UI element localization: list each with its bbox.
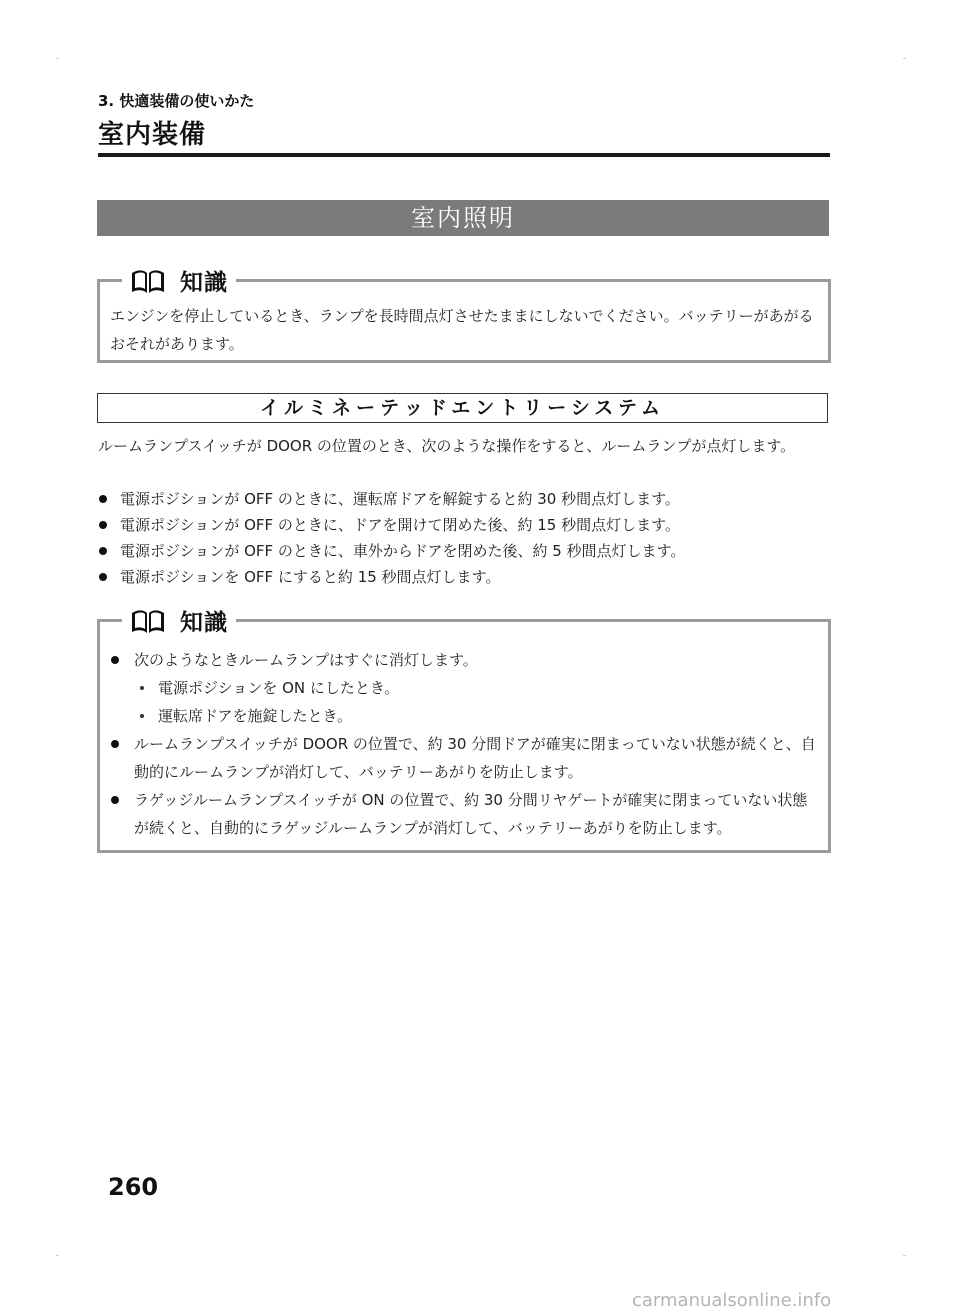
bullet-icon — [99, 521, 107, 529]
note-box-2 — [97, 609, 831, 853]
note-text-1: エンジンを停止しているとき、ランプを長時間点灯させたままにしないでください。バッテリーがあがるおそれがあります。 — [110, 307, 814, 353]
crop-mark — [903, 58, 906, 59]
chapter-heading: 3. 快適装備の使いかた — [98, 92, 255, 110]
section-banner: 室内照明 — [97, 200, 829, 236]
page-number: 260 — [108, 1173, 159, 1201]
bullet-icon — [111, 796, 119, 804]
crop-mark — [903, 1255, 906, 1256]
list-item: 次のようなときルームランプはすぐに消灯します。 電源ポジションを ON にしたとき。 運転席ドアを施錠したとき。 — [110, 646, 818, 730]
note-header-1 — [122, 263, 236, 297]
sub-bullet-icon — [140, 714, 144, 718]
book-icon — [130, 265, 166, 295]
watermark: carmanualsonline.info — [632, 1290, 832, 1311]
list-item: 電源ポジションが OFF のときに、ドアを開けて閉めた後、約 15 秒間点灯します。 — [98, 512, 830, 538]
bullet-icon — [99, 573, 107, 581]
note-header-2 — [122, 603, 236, 637]
bullet-icon — [111, 656, 119, 664]
crop-mark — [56, 1255, 59, 1256]
page-title: 室内装備 — [98, 120, 207, 150]
sub-list-item: 運転席ドアを施錠したとき。 — [134, 702, 818, 730]
list-item: 電源ポジションを OFF にすると約 15 秒間点灯します。 — [98, 564, 830, 590]
note-label-2: 知識 — [180, 609, 228, 636]
note-label-1: 知識 — [180, 269, 228, 296]
list-item: ルームランプスイッチが DOOR の位置で、約 30 分間ドアが確実に閉まっていない状態が続くと、自動的にルームランプが消灯して、バッテリーあがりを防止します。 — [110, 730, 818, 786]
crop-mark — [56, 58, 59, 59]
sub-list-item: 電源ポジションを ON にしたとき。 — [134, 674, 818, 702]
intro-paragraph: ルームランプスイッチが DOOR の位置のとき、次のような操作をすると、ルームランプが点灯します。 — [98, 437, 796, 455]
bullet-icon — [111, 740, 119, 748]
book-icon — [130, 605, 166, 635]
bullet-icon — [99, 547, 107, 555]
title-rule — [98, 153, 830, 157]
note-body-2 — [100, 622, 828, 850]
list-item: 電源ポジションが OFF のときに、運転席ドアを解錠すると約 30 秒間点灯します。 — [98, 486, 830, 512]
note-box-1 — [97, 269, 831, 363]
bullet-icon — [99, 495, 107, 503]
note-list — [110, 646, 818, 842]
list-item: ラゲッジルームランプスイッチが ON の位置で、約 30 分間リヤゲートが確実に閉まっていない状態が続くと、自動的にラゲッジルームランプが消灯して、バッテリーあがりを防止します。 — [110, 786, 818, 842]
bullet-list — [98, 486, 830, 590]
list-item: 電源ポジションが OFF のときに、車外からドアを閉めた後、約 5 秒間点灯します。 — [98, 538, 830, 564]
subsection-banner: イルミネーテッドエントリーシステム — [97, 393, 828, 423]
sub-bullet-icon — [140, 686, 144, 690]
